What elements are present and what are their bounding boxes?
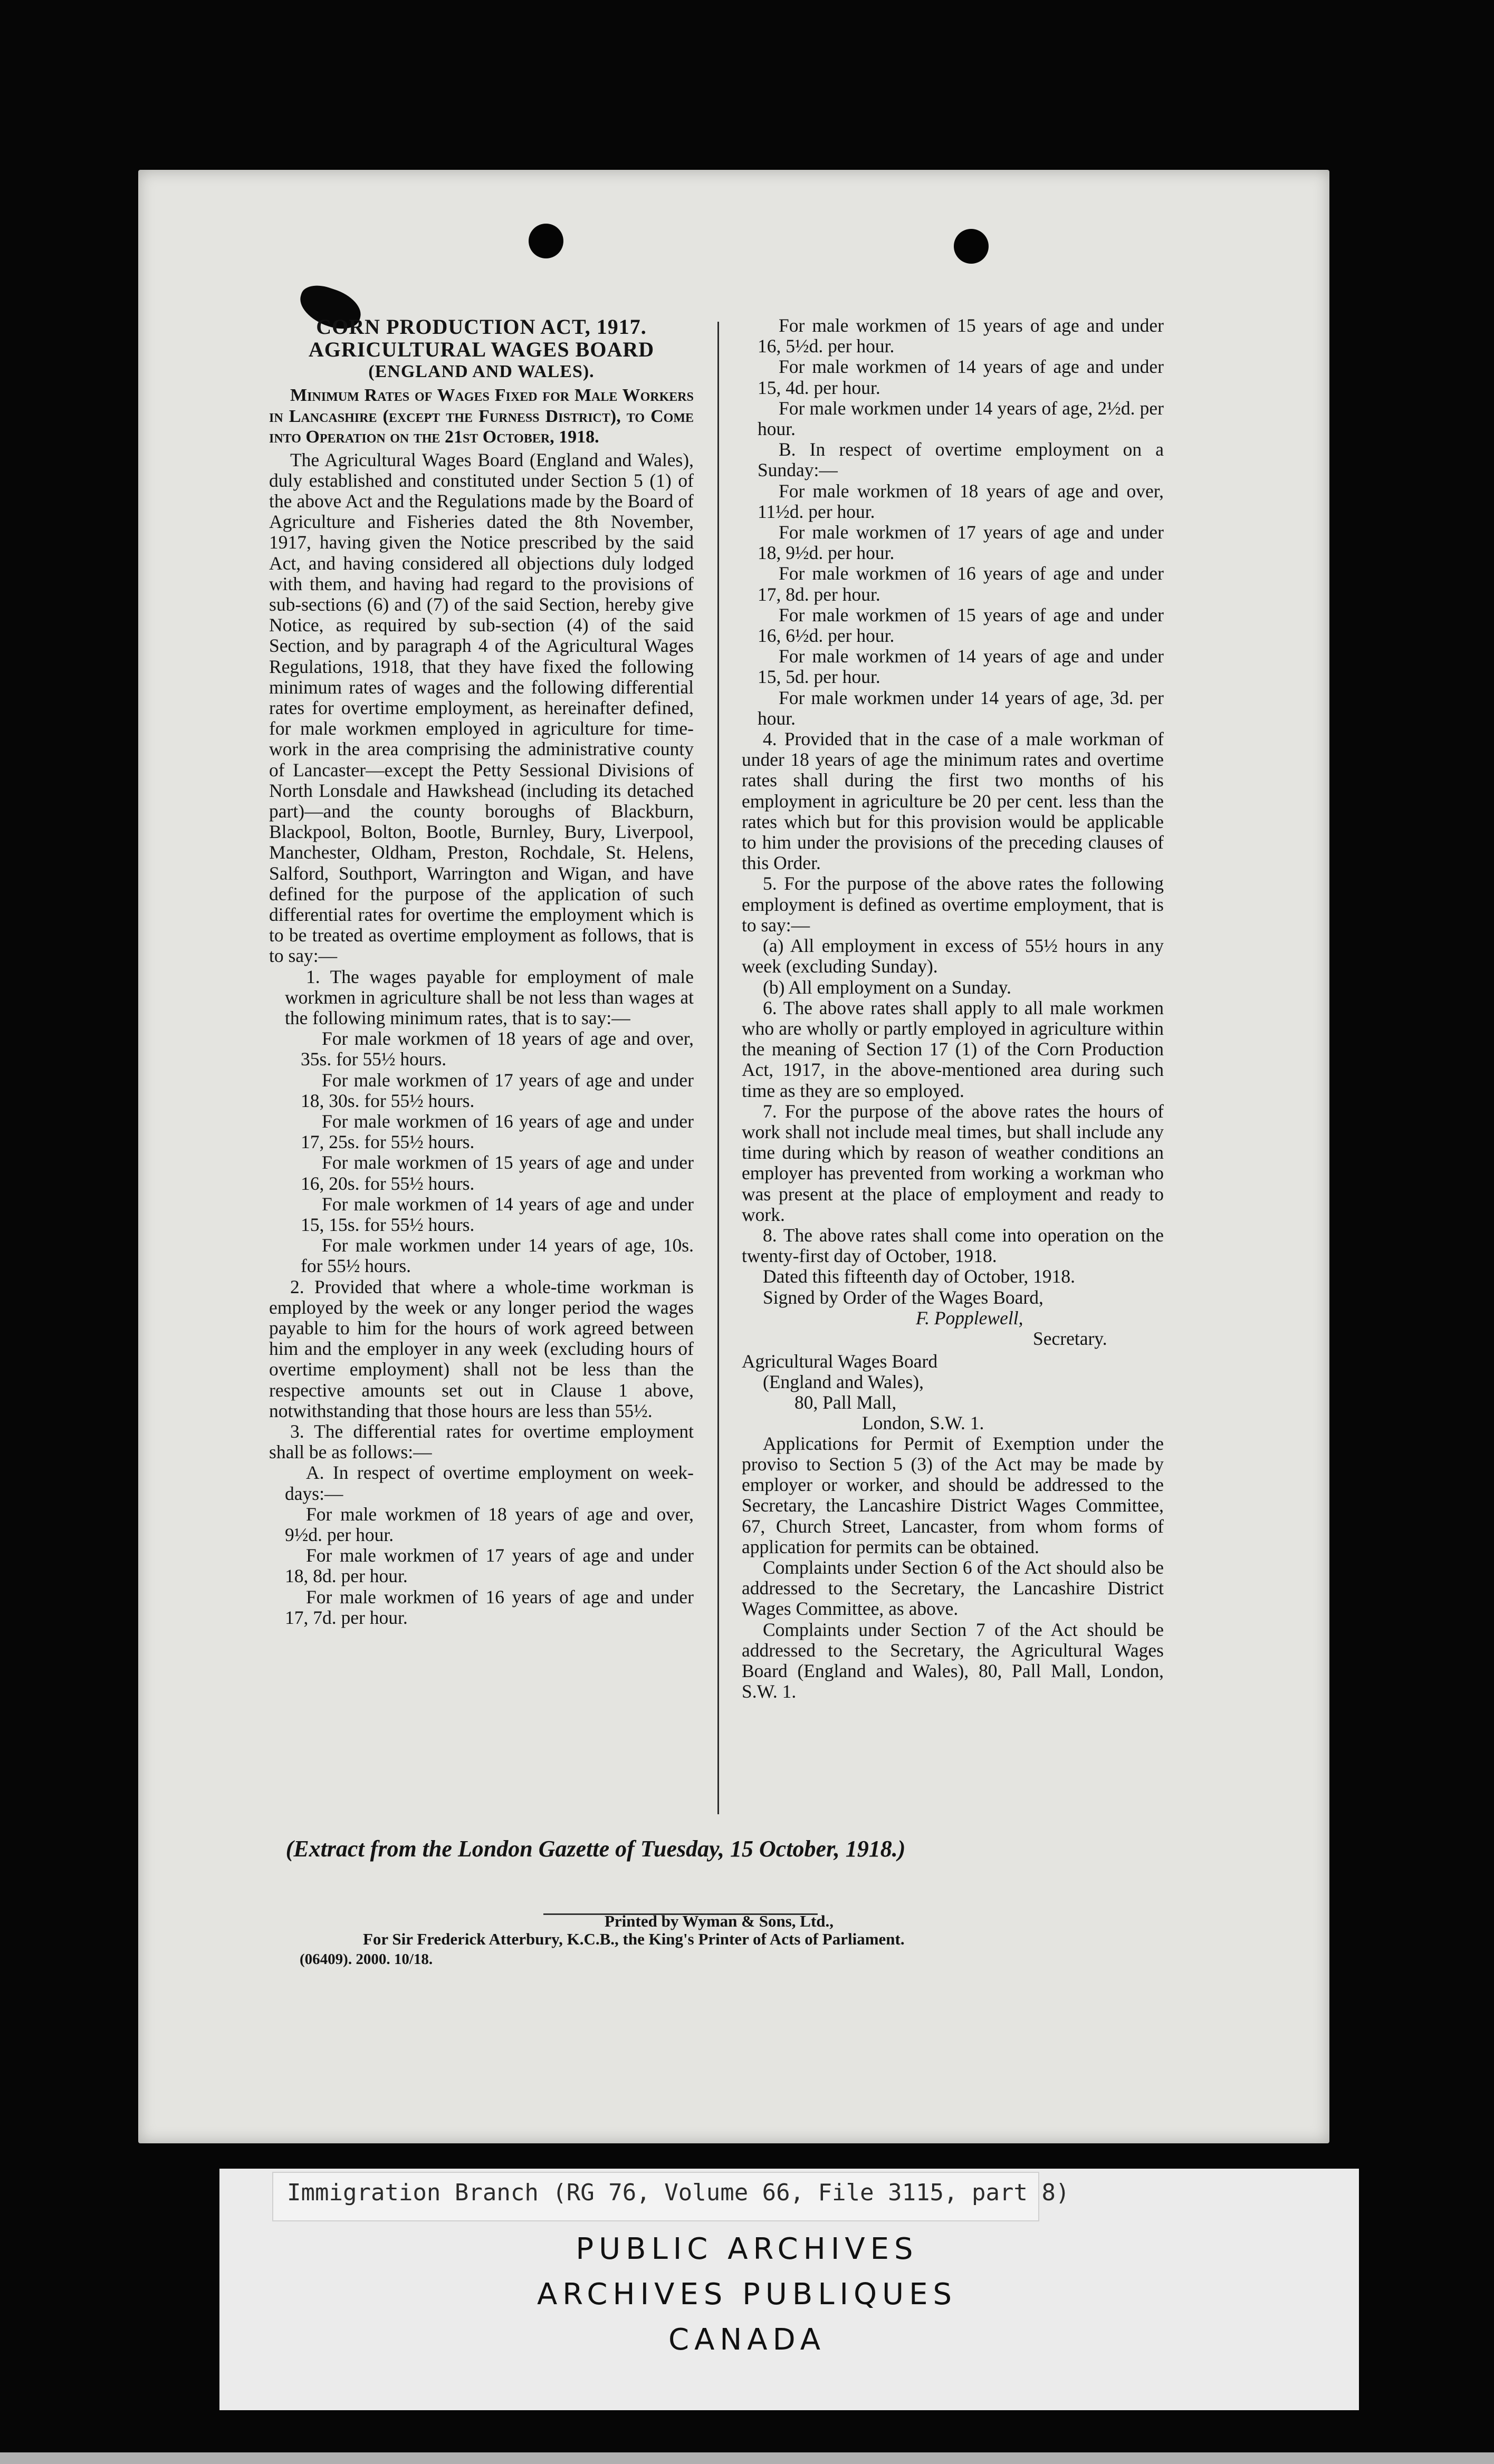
- left-column: [269, 315, 694, 1628]
- preamble: The Agricultural Wages Board (England and Wales), duly established and constituted under Section 5 (1) of the above Act and the Regulations made by the Board of Agriculture and Fisheries dated the 8th November, 1917, having given the Notice prescribed by the said Act, and having considered all objections duly lodged with them, and having had regard to the provisions of sub-sections (6) and (7) of the said Section, hereby give Notice, as required by sub-section (4) of the said Section, and by paragraph 4 of the Agricultural Wages Regulations, 1918, that they have fixed the following minimum rates of wages and the following differential rates for overtime employment, as hereinafter defined, for male workmen employed in agriculture for time-work in the area comprising the administrative county of Lancaster—except the Petty Sessional Divisions of North Lonsdale and Hawkshead (including its detached part)—and the county boroughs of Blackburn, Blackpool, Bolton, Bootle, Burnley, Bury, Liverpool, Manchester, Oldham, Preston, Rochdale, St. Helens, Salford, Southport, Warrington and Wigan, and have defined for the purpose of the application of such differential rates for overtime the employment which is to be treated as overtime employment as follows, that is to say:—: [269, 449, 694, 967]
- clause-3a-rates: [269, 1504, 694, 1628]
- clause-3a: A. In respect of overtime employment on week-days:—: [285, 1462, 694, 1504]
- archive-stamp-line-3: CANADA: [668, 2323, 826, 2357]
- clause-1-rates: [269, 1028, 694, 1276]
- rate-line: For male workmen under 14 years of age, 3d. per hour.: [758, 687, 1164, 729]
- clause-5a: (a) All employment in excess of 55½ hours in any week (excluding Sunday).: [742, 935, 1164, 977]
- clause-3b-rates: [742, 481, 1164, 729]
- rate-line: For male workmen of 17 years of age and under 18, 30s. for 55½ hours.: [301, 1069, 694, 1111]
- rate-line: For male workmen of 17 years of age and under 18, 8d. per hour.: [285, 1545, 694, 1587]
- address-line: Agricultural Wages Board: [742, 1350, 938, 1372]
- complaints-section-7: Complaints under Section 7 of the Act should be addressed to the Secretary, the Agricultural Wages Board (England and Wales), 80, Pall Mall, London, S.W. 1.: [742, 1619, 1164, 1702]
- signatory-title: Secretary.: [1033, 1327, 1107, 1349]
- clause-7: 7. For the purpose of the above rates the hours of work shall not include meal times, but shall include any time during which by reason of weather conditions an employer has prevented from working a workman who was present at the place of employment and ready to work.: [742, 1100, 1164, 1225]
- clause-3a-rates-continued: [742, 315, 1164, 439]
- rate-line: For male workmen of 18 years of age and over, 11½d. per hour.: [758, 480, 1164, 522]
- clause-1: 1. The wages payable for employment of male workmen in agriculture shall be not less than wages at the following minimum rates, that is to say:—: [285, 966, 694, 1028]
- rate-line: For male workmen of 18 years of age and over, 35s. for 55½ hours.: [301, 1028, 694, 1070]
- clause-3: 3. The differential rates for overtime employment shall be as follows:—: [269, 1421, 694, 1463]
- printer-for: For Sir Frederick Atterbury, K.C.B., the King's Printer of Acts of Parliament.: [363, 1930, 905, 1948]
- dated-line: Dated this fifteenth day of October, 1918.: [763, 1266, 1076, 1287]
- applications-paragraph: Applications for Permit of Exemption under the proviso to Section 5 (3) of the Act may be made by employer or worker, and should be addressed to the Secretary, the Lancashire District Wages Committee, 67, Church Street, Lancaster, from whom forms of application for permits can be obtained.: [742, 1432, 1164, 1557]
- rate-line: For male workmen under 14 years of age, 2½d. per hour.: [758, 397, 1164, 440]
- gazette-extract-note: (Extract from the London Gazette of Tuesday, 15 October, 1918.): [285, 1836, 906, 1862]
- rate-line: For male workmen of 16 years of age and under 17, 25s. for 55½ hours.: [301, 1111, 694, 1153]
- act-title: CORN PRODUCTION ACT, 1917.: [316, 315, 647, 339]
- clause-5: 5. For the purpose of the above rates the following employment is defined as overtime employment, that is to say:—: [742, 873, 1164, 936]
- print-code: (06409). 2000. 10/18.: [300, 1951, 433, 1968]
- address-line: London, S.W. 1.: [862, 1412, 984, 1433]
- address-line: 80, Pall Mall,: [794, 1391, 897, 1413]
- rate-line: For male workmen of 15 years of age and under 16, 20s. for 55½ hours.: [301, 1152, 694, 1194]
- address-line: (England and Wales),: [763, 1371, 924, 1392]
- board-address: [742, 1351, 1164, 1433]
- complaints-section-6: Complaints under Section 6 of the Act should also be addressed to the Secretary, the Lancashire District Wages Committee, as above.: [742, 1556, 1164, 1620]
- rate-line: For male workmen of 18 years of age and over, 9½d. per hour.: [285, 1503, 694, 1546]
- punch-hole-left: [529, 224, 563, 258]
- right-column: [742, 315, 1164, 1702]
- archive-stamp-line-1: PUBLIC ARCHIVES: [576, 2232, 918, 2266]
- rate-line: For male workmen of 14 years of age and under 15, 15s. for 55½ hours.: [301, 1193, 694, 1236]
- printer-imprint: [300, 1904, 1075, 1968]
- clause-6: 6. The above rates shall apply to all male workmen who are wholly or partly employed in agriculture within the meaning of Section 17 (1) of the Corn Production Act, 1917, in the above-mentioned area during such time as they are so employed.: [742, 997, 1164, 1101]
- region-title: (ENGLAND AND WALES).: [368, 362, 595, 381]
- rate-line: For male workmen of 15 years of age and under 16, 6½d. per hour.: [758, 604, 1164, 647]
- clause-8: 8. The above rates shall come into operation on the twenty-first day of October, 1918.: [742, 1224, 1164, 1267]
- rate-line: For male workmen of 16 years of age and under 17, 7d. per hour.: [285, 1586, 694, 1628]
- rate-line: For male workmen of 16 years of age and under 17, 8d. per hour.: [758, 563, 1164, 605]
- clause-3b: B. In respect of overtime employment on a Sunday:—: [758, 439, 1164, 481]
- file-reference: Immigration Branch (RG 76, Volume 66, File 3115, part 8): [287, 2179, 1070, 2206]
- signed-line: Signed by Order of the Wages Board,: [763, 1286, 1043, 1308]
- clause-4: 4. Provided that in the case of a male workman of under 18 years of age the minimum rates and overtime rates shall during the first two months of his employment in agriculture be 20 per cent. less than the rates which but for this provision would be applicable to him under the provisions of the preceding clauses of this Order.: [742, 728, 1164, 874]
- board-title: AGRICULTURAL WAGES BOARD: [308, 338, 655, 361]
- punch-hole-right: [954, 229, 989, 264]
- rate-line: For male workmen of 15 years of age and under 16, 5½d. per hour.: [758, 315, 1164, 357]
- clause-2: 2. Provided that where a whole-time workman is employed by the week or any longer period the wages payable to him for the hours of work agreed between him and the employer in any week (excluding hours of overtime employment) shall not be less than the respective amounts set out in Clause 1 above, notwithstanding that those hours are less than 55½.: [269, 1276, 694, 1421]
- clause-5b: (b) All employment on a Sunday.: [763, 976, 1011, 998]
- signatory-name: F. Popplewell,: [916, 1307, 1023, 1329]
- column-divider: [717, 322, 719, 1814]
- printed-by: Printed by Wyman & Sons, Ltd.,: [604, 1912, 834, 1930]
- rate-line: For male workmen under 14 years of age, 10s. for 55½ hours.: [301, 1235, 694, 1277]
- notice-subtitle: Minimum Rates of Wages Fixed for Male Workers in Lancashire (except the Furness District), to Come into Operation on the 21st October, 1918.: [269, 386, 694, 447]
- rate-line: For male workmen of 14 years of age and under 15, 5d. per hour.: [758, 646, 1164, 688]
- rate-line: For male workmen of 14 years of age and under 15, 4d. per hour.: [758, 356, 1164, 398]
- rate-line: For male workmen of 17 years of age and under 18, 9½d. per hour.: [758, 522, 1164, 564]
- film-edge: [0, 2452, 1494, 2464]
- archive-stamp-line-2: ARCHIVES PUBLIQUES: [537, 2277, 957, 2312]
